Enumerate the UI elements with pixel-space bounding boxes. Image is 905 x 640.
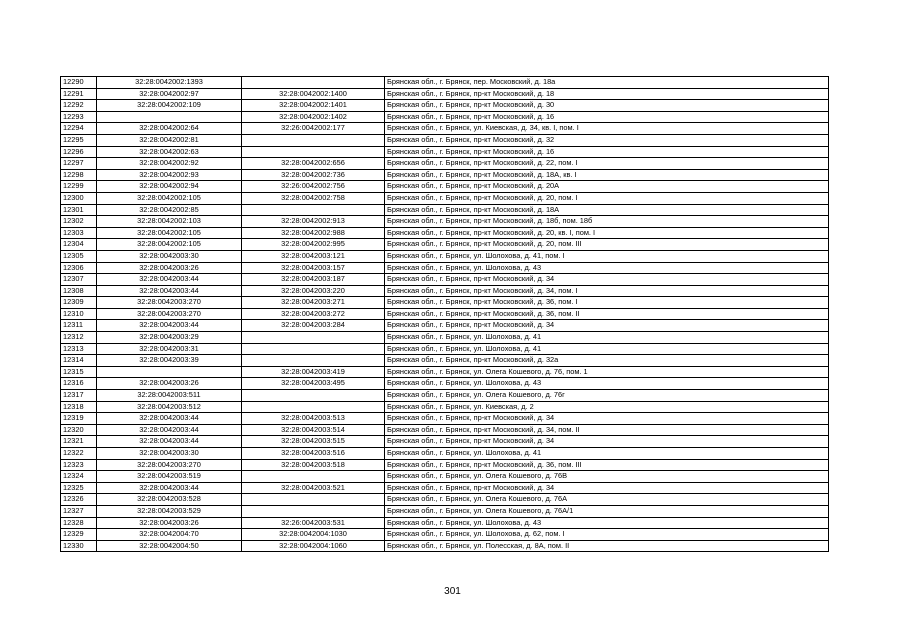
- address-cell: Брянская обл., г. Брянск, ул. Киевская, д. 34, кв. I, пом. I: [385, 123, 829, 135]
- cadastral-number-cell: 32:28:0042003:26: [97, 262, 242, 274]
- table-row: [61, 471, 829, 483]
- table-row: [61, 343, 829, 355]
- row-number-cell: 12326: [61, 494, 97, 506]
- cadastral-number-cell: 32:28:0042003:44: [97, 274, 242, 286]
- row-number-cell: 12317: [61, 390, 97, 402]
- cadastral-number-cell: 32:28:0042003:29: [97, 332, 242, 344]
- cadastral-number-cell: [97, 111, 242, 123]
- address-cell: Брянская обл., г. Брянск, пр-кт Московский, д. 20А: [385, 181, 829, 193]
- object-cadastral-number-cell: [242, 355, 385, 367]
- cadastral-number-cell: 32:28:0042003:519: [97, 471, 242, 483]
- object-cadastral-number-cell: 32:28:0042003:515: [242, 436, 385, 448]
- cadastral-number-cell: 32:28:0042004:70: [97, 529, 242, 541]
- object-cadastral-number-cell: [242, 77, 385, 89]
- table-row: [61, 285, 829, 297]
- cadastral-number-cell: 32:28:0042003:270: [97, 459, 242, 471]
- cadastral-number-cell: 32:28:0042002:1393: [97, 77, 242, 89]
- row-number-cell: 12307: [61, 274, 97, 286]
- table-row: [61, 540, 829, 552]
- cadastral-number-cell: 32:28:0042002:109: [97, 100, 242, 112]
- row-number-cell: 12301: [61, 204, 97, 216]
- row-number-cell: 12323: [61, 459, 97, 471]
- table-row: [61, 227, 829, 239]
- table-row: [61, 378, 829, 390]
- row-number-cell: 12293: [61, 111, 97, 123]
- row-number-cell: 12302: [61, 216, 97, 228]
- row-number-cell: 12328: [61, 517, 97, 529]
- object-cadastral-number-cell: 32:28:0042003:271: [242, 297, 385, 309]
- cadastral-number-cell: 32:28:0042003:44: [97, 436, 242, 448]
- object-cadastral-number-cell: 32:28:0042003:157: [242, 262, 385, 274]
- address-cell: Брянская обл., г. Брянск, пер. Московский, д. 18а: [385, 77, 829, 89]
- registry-table: [60, 76, 829, 552]
- table-row: [61, 459, 829, 471]
- object-cadastral-number-cell: [242, 343, 385, 355]
- object-cadastral-number-cell: 32:28:0042002:913: [242, 216, 385, 228]
- table-row: [61, 181, 829, 193]
- address-cell: Брянская обл., г. Брянск, пр-кт Московский, д. 20, кв. I, пом. I: [385, 227, 829, 239]
- address-cell: Брянская обл., г. Брянск, пр-кт Московский, д. 34: [385, 413, 829, 425]
- row-number-cell: 12296: [61, 146, 97, 158]
- row-number-cell: 12319: [61, 413, 97, 425]
- address-cell: Брянская обл., г. Брянск, пр-кт Московский, д. 36, пом. I: [385, 297, 829, 309]
- object-cadastral-number-cell: 32:26:0042002:756: [242, 181, 385, 193]
- row-number-cell: 12305: [61, 250, 97, 262]
- address-cell: Брянская обл., г. Брянск, ул. Олега Кошевого, д. 76А: [385, 494, 829, 506]
- object-cadastral-number-cell: 32:28:0042004:1030: [242, 529, 385, 541]
- page-number: 301: [444, 586, 461, 597]
- table-row: [61, 169, 829, 181]
- table-row: [61, 332, 829, 344]
- row-number-cell: 12308: [61, 285, 97, 297]
- table-row: [61, 111, 829, 123]
- address-cell: Брянская обл., г. Брянск, пр-кт Московский, д. 32а: [385, 355, 829, 367]
- table-row: [61, 482, 829, 494]
- address-cell: Брянская обл., г. Брянск, ул. Шолохова, д. 41: [385, 448, 829, 460]
- table-row: [61, 192, 829, 204]
- object-cadastral-number-cell: 32:26:0042002:177: [242, 123, 385, 135]
- registry-table-body: [61, 77, 829, 552]
- cadastral-number-cell: 32:28:0042002:85: [97, 204, 242, 216]
- table-row: [61, 505, 829, 517]
- object-cadastral-number-cell: 32:28:0042002:736: [242, 169, 385, 181]
- table-row: [61, 134, 829, 146]
- table-row: [61, 216, 829, 228]
- cadastral-number-cell: 32:28:0042003:511: [97, 390, 242, 402]
- row-number-cell: 12306: [61, 262, 97, 274]
- row-number-cell: 12314: [61, 355, 97, 367]
- address-cell: Брянская обл., г. Брянск, пр-кт Московский, д. 20, пом. I: [385, 192, 829, 204]
- table-row: [61, 146, 829, 158]
- row-number-cell: 12304: [61, 239, 97, 251]
- row-number-cell: 12291: [61, 88, 97, 100]
- row-number-cell: 12327: [61, 505, 97, 517]
- object-cadastral-number-cell: 32:28:0042002:758: [242, 192, 385, 204]
- address-cell: Брянская обл., г. Брянск, ул. Шолохова, д. 41: [385, 343, 829, 355]
- address-cell: Брянская обл., г. Брянск, ул. Олега Кошевого, д. 76В: [385, 471, 829, 483]
- object-cadastral-number-cell: 32:26:0042003:531: [242, 517, 385, 529]
- cadastral-number-cell: 32:28:0042002:94: [97, 181, 242, 193]
- object-cadastral-number-cell: 32:28:0042003:513: [242, 413, 385, 425]
- object-cadastral-number-cell: [242, 146, 385, 158]
- cadastral-number-cell: 32:28:0042002:63: [97, 146, 242, 158]
- cadastral-number-cell: 32:28:0042003:44: [97, 482, 242, 494]
- address-cell: Брянская обл., г. Брянск, пр-кт Московский, д. 34, пом. I: [385, 285, 829, 297]
- cadastral-number-cell: 32:28:0042003:270: [97, 297, 242, 309]
- cadastral-number-cell: 32:28:0042003:44: [97, 285, 242, 297]
- address-cell: Брянская обл., г. Брянск, пр-кт Московский, д. 18А: [385, 204, 829, 216]
- address-cell: Брянская обл., г. Брянск, пр-кт Московский, д. 18: [385, 88, 829, 100]
- address-cell: Брянская обл., г. Брянск, ул. Олега Кошевого, д. 76г: [385, 390, 829, 402]
- address-cell: Брянская обл., г. Брянск, пр-кт Московский, д. 18А, кв. I: [385, 169, 829, 181]
- row-number-cell: 12313: [61, 343, 97, 355]
- object-cadastral-number-cell: [242, 204, 385, 216]
- cadastral-number-cell: 32:28:0042003:31: [97, 343, 242, 355]
- table-row: [61, 274, 829, 286]
- row-number-cell: 12290: [61, 77, 97, 89]
- table-row: [61, 239, 829, 251]
- address-cell: Брянская обл., г. Брянск, ул. Олега Кошевого, д. 76, пом. 1: [385, 366, 829, 378]
- object-cadastral-number-cell: 32:28:0042002:656: [242, 158, 385, 170]
- address-cell: Брянская обл., г. Брянск, пр-кт Московский, д. 34: [385, 274, 829, 286]
- row-number-cell: 12329: [61, 529, 97, 541]
- table-row: [61, 297, 829, 309]
- address-cell: Брянская обл., г. Брянск, ул. Шолохова, д. 41, пом. I: [385, 250, 829, 262]
- object-cadastral-number-cell: 32:28:0042003:284: [242, 320, 385, 332]
- row-number-cell: 12312: [61, 332, 97, 344]
- row-number-cell: 12322: [61, 448, 97, 460]
- object-cadastral-number-cell: 32:28:0042003:495: [242, 378, 385, 390]
- object-cadastral-number-cell: 32:28:0042003:187: [242, 274, 385, 286]
- object-cadastral-number-cell: [242, 505, 385, 517]
- address-cell: Брянская обл., г. Брянск, ул. Шолохова, д. 62, пом. I: [385, 529, 829, 541]
- cadastral-number-cell: 32:28:0042002:105: [97, 227, 242, 239]
- object-cadastral-number-cell: 32:28:0042003:121: [242, 250, 385, 262]
- object-cadastral-number-cell: [242, 390, 385, 402]
- cadastral-number-cell: 32:28:0042002:81: [97, 134, 242, 146]
- object-cadastral-number-cell: 32:28:0042003:220: [242, 285, 385, 297]
- table-row: [61, 204, 829, 216]
- cadastral-number-cell: [97, 366, 242, 378]
- object-cadastral-number-cell: 32:28:0042002:1402: [242, 111, 385, 123]
- cadastral-number-cell: 32:28:0042003:44: [97, 320, 242, 332]
- row-number-cell: 12295: [61, 134, 97, 146]
- row-number-cell: 12315: [61, 366, 97, 378]
- table-row: [61, 123, 829, 135]
- row-number-cell: 12294: [61, 123, 97, 135]
- table-row: [61, 320, 829, 332]
- table-row: [61, 390, 829, 402]
- object-cadastral-number-cell: 32:28:0042003:521: [242, 482, 385, 494]
- object-cadastral-number-cell: 32:28:0042003:419: [242, 366, 385, 378]
- cadastral-number-cell: 32:28:0042002:64: [97, 123, 242, 135]
- cadastral-number-cell: 32:28:0042002:92: [97, 158, 242, 170]
- table-row: [61, 262, 829, 274]
- row-number-cell: 12300: [61, 192, 97, 204]
- object-cadastral-number-cell: 32:28:0042003:514: [242, 424, 385, 436]
- cadastral-number-cell: 32:28:0042002:105: [97, 192, 242, 204]
- address-cell: Брянская обл., г. Брянск, пр-кт Московский, д. 34, пом. II: [385, 424, 829, 436]
- table-row: [61, 517, 829, 529]
- address-cell: Брянская обл., г. Брянск, ул. Полесская, д. 8А, пом. II: [385, 540, 829, 552]
- table-row: [61, 308, 829, 320]
- cadastral-number-cell: 32:28:0042002:97: [97, 88, 242, 100]
- table-row: [61, 88, 829, 100]
- row-number-cell: 12309: [61, 297, 97, 309]
- cadastral-number-cell: 32:28:0042002:105: [97, 239, 242, 251]
- row-number-cell: 12299: [61, 181, 97, 193]
- address-cell: Брянская обл., г. Брянск, пр-кт Московский, д. 34: [385, 320, 829, 332]
- address-cell: Брянская обл., г. Брянск, ул. Киевская, д. 2: [385, 401, 829, 413]
- cadastral-number-cell: 32:28:0042002:93: [97, 169, 242, 181]
- object-cadastral-number-cell: 32:28:0042003:516: [242, 448, 385, 460]
- row-number-cell: 12325: [61, 482, 97, 494]
- cadastral-number-cell: 32:28:0042003:39: [97, 355, 242, 367]
- row-number-cell: 12311: [61, 320, 97, 332]
- cadastral-number-cell: 32:28:0042003:30: [97, 250, 242, 262]
- address-cell: Брянская обл., г. Брянск, пр-кт Московский, д. 36, пом. III: [385, 459, 829, 471]
- table-row: [61, 529, 829, 541]
- table-row: [61, 366, 829, 378]
- cadastral-number-cell: 32:28:0042003:270: [97, 308, 242, 320]
- table-row: [61, 250, 829, 262]
- address-cell: Брянская обл., г. Брянск, ул. Шолохова, д. 43: [385, 262, 829, 274]
- object-cadastral-number-cell: 32:28:0042003:518: [242, 459, 385, 471]
- row-number-cell: 12330: [61, 540, 97, 552]
- address-cell: Брянская обл., г. Брянск, пр-кт Московский, д. 22, пом. I: [385, 158, 829, 170]
- table-row: [61, 413, 829, 425]
- cadastral-number-cell: 32:28:0042004:50: [97, 540, 242, 552]
- row-number-cell: 12292: [61, 100, 97, 112]
- table-row: [61, 424, 829, 436]
- table-row: [61, 158, 829, 170]
- table-row: [61, 401, 829, 413]
- cadastral-number-cell: 32:28:0042003:30: [97, 448, 242, 460]
- address-cell: Брянская обл., г. Брянск, ул. Олега Кошевого, д. 76А/1: [385, 505, 829, 517]
- address-cell: Брянская обл., г. Брянск, пр-кт Московский, д. 16: [385, 146, 829, 158]
- object-cadastral-number-cell: [242, 471, 385, 483]
- table-row: [61, 494, 829, 506]
- row-number-cell: 12324: [61, 471, 97, 483]
- address-cell: Брянская обл., г. Брянск, пр-кт Московский, д. 30: [385, 100, 829, 112]
- address-cell: Брянская обл., г. Брянск, пр-кт Московский, д. 20, пом. III: [385, 239, 829, 251]
- table-row: [61, 100, 829, 112]
- object-cadastral-number-cell: 32:28:0042002:995: [242, 239, 385, 251]
- address-cell: Брянская обл., г. Брянск, пр-кт Московский, д. 34: [385, 482, 829, 494]
- cadastral-number-cell: 32:28:0042003:44: [97, 413, 242, 425]
- object-cadastral-number-cell: [242, 401, 385, 413]
- address-cell: Брянская обл., г. Брянск, ул. Шолохова, д. 43: [385, 517, 829, 529]
- row-number-cell: 12316: [61, 378, 97, 390]
- cadastral-number-cell: 32:28:0042003:512: [97, 401, 242, 413]
- table-row: [61, 355, 829, 367]
- cadastral-number-cell: 32:28:0042003:26: [97, 378, 242, 390]
- row-number-cell: 12310: [61, 308, 97, 320]
- row-number-cell: 12321: [61, 436, 97, 448]
- object-cadastral-number-cell: [242, 332, 385, 344]
- object-cadastral-number-cell: 32:28:0042004:1060: [242, 540, 385, 552]
- row-number-cell: 12298: [61, 169, 97, 181]
- address-cell: Брянская обл., г. Брянск, ул. Шолохова, д. 43: [385, 378, 829, 390]
- cadastral-number-cell: 32:28:0042003:44: [97, 424, 242, 436]
- table-row: [61, 436, 829, 448]
- object-cadastral-number-cell: [242, 134, 385, 146]
- table-row: [61, 77, 829, 89]
- object-cadastral-number-cell: 32:28:0042002:1401: [242, 100, 385, 112]
- object-cadastral-number-cell: [242, 494, 385, 506]
- cadastral-number-cell: 32:28:0042002:103: [97, 216, 242, 228]
- object-cadastral-number-cell: 32:28:0042002:988: [242, 227, 385, 239]
- row-number-cell: 12320: [61, 424, 97, 436]
- object-cadastral-number-cell: 32:28:0042002:1400: [242, 88, 385, 100]
- address-cell: Брянская обл., г. Брянск, пр-кт Московский, д. 32: [385, 134, 829, 146]
- row-number-cell: 12303: [61, 227, 97, 239]
- cadastral-number-cell: 32:28:0042003:528: [97, 494, 242, 506]
- row-number-cell: 12297: [61, 158, 97, 170]
- cadastral-number-cell: 32:28:0042003:529: [97, 505, 242, 517]
- row-number-cell: 12318: [61, 401, 97, 413]
- address-cell: Брянская обл., г. Брянск, пр-кт Московский, д. 34: [385, 436, 829, 448]
- cadastral-number-cell: 32:28:0042003:26: [97, 517, 242, 529]
- address-cell: Брянская обл., г. Брянск, пр-кт Московский, д. 16: [385, 111, 829, 123]
- address-cell: Брянская обл., г. Брянск, пр-кт Московский, д. 36, пом. II: [385, 308, 829, 320]
- address-cell: Брянская обл., г. Брянск, ул. Шолохова, д. 41: [385, 332, 829, 344]
- address-cell: Брянская обл., г. Брянск, пр-кт Московский, д. 18б, пом. 18б: [385, 216, 829, 228]
- object-cadastral-number-cell: 32:28:0042003:272: [242, 308, 385, 320]
- table-row: [61, 448, 829, 460]
